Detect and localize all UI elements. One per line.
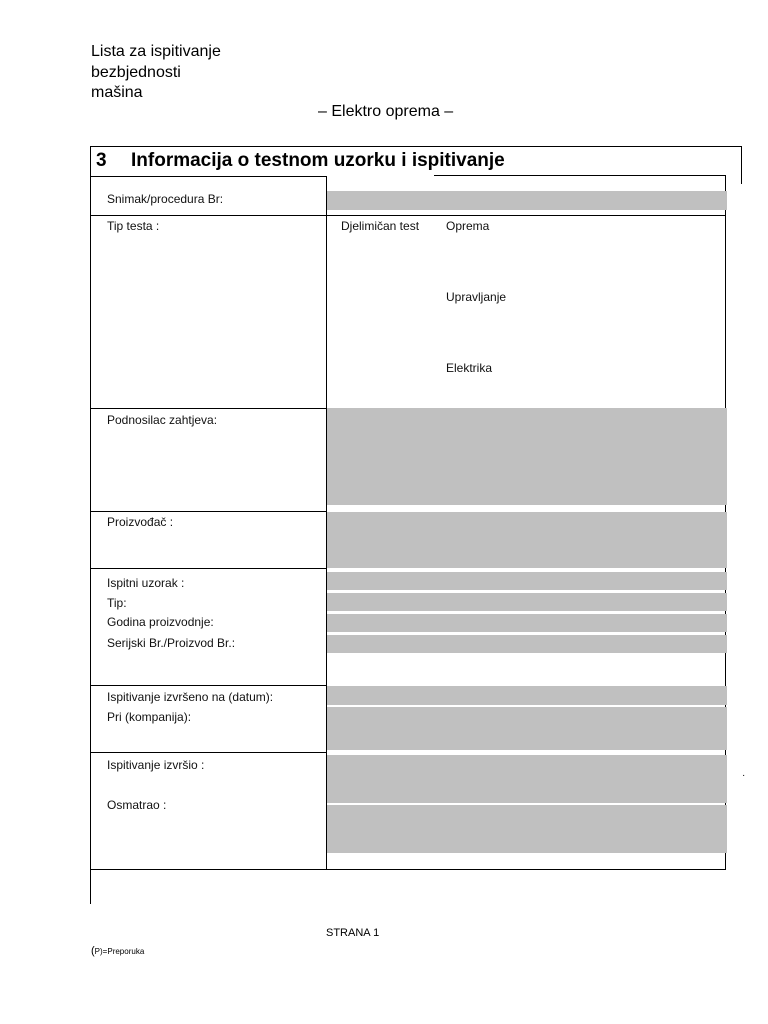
label-serijski: Serijski Br./Proizvod Br.: <box>107 636 236 650</box>
footnote-letter: P <box>94 947 101 956</box>
input-proizvodjac[interactable] <box>327 512 727 568</box>
label-tip: Tip: <box>107 596 127 610</box>
input-godina[interactable] <box>327 614 727 632</box>
subtitle: – Elektro oprema – <box>318 103 454 120</box>
title-line-3: mašina <box>91 84 143 101</box>
option-oprema[interactable]: Oprema <box>446 219 490 233</box>
option-elektrika[interactable]: Elektrika <box>446 361 493 375</box>
row-line-2 <box>90 408 327 409</box>
row-line-6 <box>90 752 327 753</box>
title-line-1: Lista za ispitivanje <box>91 43 221 60</box>
label-kompanija: Pri (kompanija): <box>107 710 192 724</box>
page-number: STRANA 1 <box>326 927 380 939</box>
test-sample-form <box>90 146 742 904</box>
row-line-5 <box>90 685 327 686</box>
label-proizvodjac: Proizvođač : <box>107 515 174 529</box>
label-izvrsio: Ispitivanje izvršio : <box>107 758 205 772</box>
row-line-1 <box>90 215 726 216</box>
option-djelimican-test[interactable]: Djelimičan test <box>341 219 420 233</box>
row-line-3 <box>90 511 327 512</box>
input-podnosilac[interactable] <box>327 408 727 505</box>
label-datum: Ispitivanje izvršeno na (datum): <box>107 690 274 704</box>
border-right-header <box>741 146 742 184</box>
footnote-paren: ( <box>91 945 95 957</box>
section-title: Informacija o testnom uzorku i ispitivanje <box>131 150 505 171</box>
footnote-text: )=Preporuka <box>100 947 145 956</box>
header-underline-right <box>434 175 726 176</box>
input-snimak[interactable] <box>327 191 727 210</box>
input-datum[interactable] <box>327 686 727 705</box>
row-line-7 <box>90 869 726 870</box>
label-osmatrao: Osmatrao : <box>107 798 167 812</box>
input-osmatrao[interactable] <box>327 805 727 853</box>
row-line-4 <box>90 568 327 569</box>
label-godina: Godina proizvodnje: <box>107 615 214 629</box>
label-snimak: Snimak/procedura Br: <box>107 192 224 206</box>
input-tip[interactable] <box>327 593 727 611</box>
input-serijski[interactable] <box>327 635 727 653</box>
edge-mark: · <box>742 770 746 781</box>
input-ispitni-uzorak[interactable] <box>327 572 727 590</box>
label-tip-testa: Tip testa : <box>107 219 160 233</box>
section-number: 3 <box>96 150 107 171</box>
footnote <box>91 945 144 957</box>
title-line-2: bezbjednosti <box>91 63 181 81</box>
header-underline-left <box>90 176 327 177</box>
option-upravljanje[interactable]: Upravljanje <box>446 290 507 304</box>
border-left <box>90 146 91 904</box>
border-top <box>90 146 742 147</box>
document-title <box>91 42 221 104</box>
input-kompanija[interactable] <box>327 707 727 750</box>
label-podnosilac: Podnosilac zahtjeva: <box>107 413 218 427</box>
input-izvrsio[interactable] <box>327 755 727 803</box>
label-ispitni-uzorak: Ispitni uzorak : <box>107 576 185 590</box>
